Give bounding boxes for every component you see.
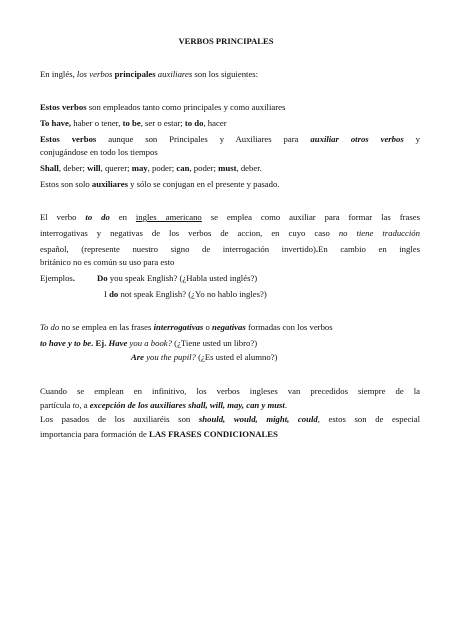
text-line: importancia para formación de LAS FRASES CONDICIONALES — [40, 429, 278, 439]
text-line: To have, haber o tener, to be, ser o estar; to do, hacer — [40, 118, 227, 128]
text-line: español, (represente nuestro signo de interrogación invertido).En cambio en ingles — [40, 244, 420, 254]
text-line: Estos verbos son empleados tanto como principales y como auxiliares — [40, 102, 286, 112]
text-line: Cuando se emplean en infinitivo, los verbos ingleses van precedidos siempre de la — [40, 386, 420, 396]
text-line: Estos verbos aunque son Principales y Auxiliares para auxiliar otros verbos y — [40, 134, 420, 144]
text-line: británico no es común su uso para esto — [40, 257, 175, 267]
text-line: El verbo to do en ingles americano se emplea como auxiliar para formar las frases — [40, 212, 420, 222]
text-line: Los pasados de los auxiliaréis son should, would, might, could, estos son de especial — [40, 414, 420, 424]
text-line: to have y to be. Ej. Have you a book? (¿Tiene usted un libro?) — [40, 338, 258, 348]
text-line: To do no se emplea en las frases interrogativas o negativas formadas con los verbos — [40, 322, 333, 332]
text-line: interrogativas y negativas de los verbos de accion, en cuyo caso no tiene traducción — [40, 228, 420, 238]
text-line: partícula to, a excepción de los auxiliares shall, will, may, can y must. — [40, 400, 288, 410]
text-line: conjugándose en todo los tiempos — [40, 147, 158, 157]
text-line: Estos son solo auxiliares y sólo se conjugan en el presente y pasado. — [40, 179, 280, 189]
text-line: Are you the pupil? (¿Es usted el alumno?) — [131, 352, 278, 362]
intro-line: En inglés, los verbos principales auxiliares son los siguientes: — [40, 69, 259, 79]
text-line: Shall, deber; will, querer; may, poder; can, poder; must, deber. — [40, 163, 262, 173]
document-title: VERBOS PRINCIPALES — [178, 36, 274, 46]
text-line: Ejemplos. Do you speak English? (¿Habla usted inglés?) — [40, 273, 258, 283]
text-line: I do not speak English? (¿Yo no hablo ingles?) — [104, 289, 267, 299]
